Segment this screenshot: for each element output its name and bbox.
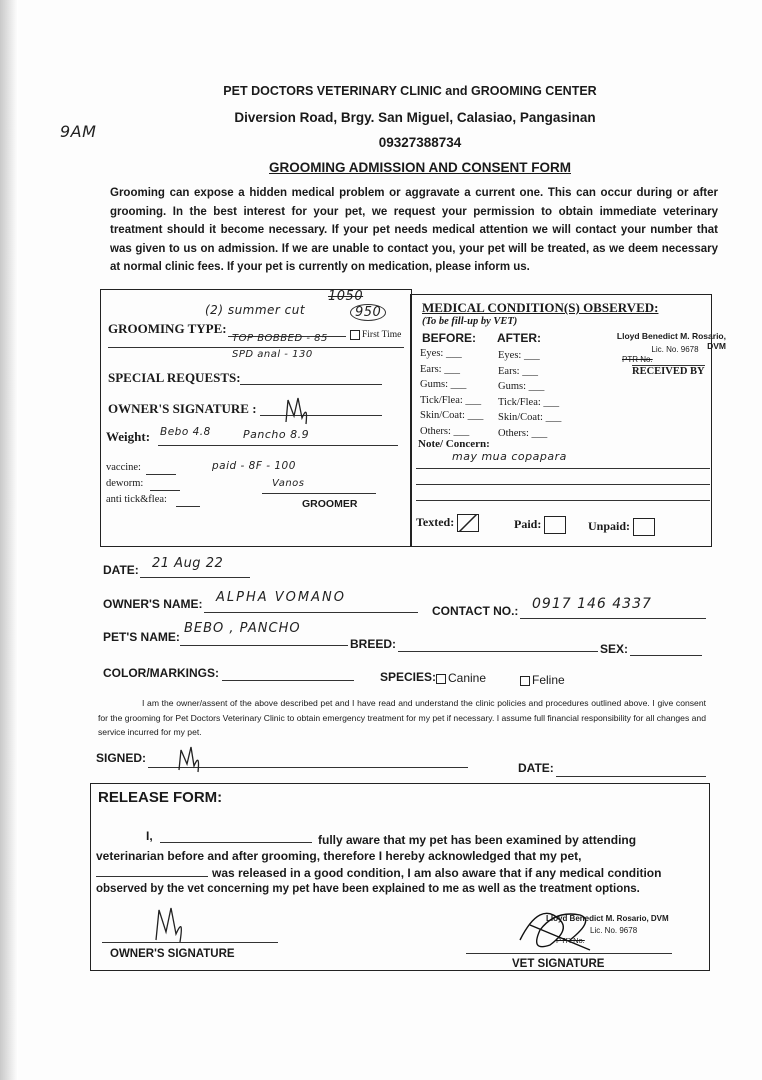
- before-ears: Ears: ___: [420, 363, 460, 375]
- clinic-address: Diversion Road, Brgy. San Miguel, Calasiao, Pangasinan: [234, 110, 596, 125]
- release-line-3: was released in a good condition, I am also aware that if any medical condition: [212, 866, 662, 880]
- pet-name-line: [180, 645, 348, 646]
- note-label: Note/ Concern:: [418, 438, 490, 450]
- sex-label: SEX:: [600, 642, 629, 656]
- before-skin: Skin/Coat: ___: [420, 410, 484, 422]
- after-tick: Tick/Flea: ___: [498, 396, 560, 408]
- canine-option[interactable]: [436, 671, 486, 685]
- vet-stamp-release-ptr: PTR No.: [556, 936, 585, 945]
- payment-note-2: Vanos: [272, 478, 305, 489]
- vet-release-signature: [510, 890, 600, 960]
- note-line-3: [416, 500, 710, 501]
- first-time-checkbox[interactable]: [350, 330, 401, 340]
- vet-stamp-release-name: Lloyd Benedict M. Rosario, DVM: [546, 914, 669, 923]
- owner-release-line: [102, 942, 278, 943]
- price-final: 950: [350, 304, 386, 321]
- antitick-line: [176, 506, 200, 507]
- contact-value: 0917 146 4337: [532, 596, 652, 612]
- before-eyes: Eyes: ___: [420, 348, 462, 359]
- paid-checkbox[interactable]: [544, 516, 566, 534]
- consent-text: I am the owner/assent of the above described pet and I have read and understand the clinic policies and procedures outlined above. I give consent for the grooming for Pet Doctors Veterinary Clinic to obtain emergency treatment for my pet if necessary. I assume full financial responsibility for all changes and service incurred for my pet.: [98, 698, 706, 737]
- release-line-1: fully aware that my pet has been examined by attending: [318, 833, 637, 847]
- form-title: GROOMING ADMISSION AND CONSENT FORM: [269, 160, 571, 175]
- antitick-label: anti tick&flea:: [106, 494, 167, 505]
- owner-signature-caption: OWNER'S SIGNATURE: [110, 948, 235, 960]
- medical-subtitle: (To be fill-up by VET): [422, 316, 518, 327]
- species-label: SPECIES:: [380, 670, 437, 684]
- owner-name-value: ALPHA VOMANO: [216, 590, 346, 605]
- release-pet-line: [96, 876, 208, 877]
- groomer-label: GROOMER: [302, 498, 358, 510]
- payment-note: paid - 8F - 100: [212, 460, 296, 472]
- vet-release-line: [466, 953, 672, 954]
- paper-edge: [0, 0, 18, 1080]
- grooming-type-label: GROOMING TYPE:: [108, 321, 227, 336]
- grooming-type-value: (2) summer cut: [205, 303, 306, 317]
- contact-label: CONTACT NO.:: [432, 604, 519, 618]
- vet-stamp-lic: Lic. No. 9678: [651, 345, 699, 354]
- color-label: COLOR/MARKINGS:: [103, 666, 219, 680]
- texted-option[interactable]: [416, 514, 479, 532]
- paid-label: Paid:: [514, 516, 542, 531]
- feline-label: Feline: [532, 673, 565, 687]
- vaccine-label: vaccine:: [106, 462, 141, 473]
- color-line: [222, 680, 354, 681]
- clinic-name: PET DOCTORS VETERINARY CLINIC and GROOMING CENTER: [223, 84, 597, 98]
- special-requests-label: SPECIAL REQUESTS:: [108, 370, 241, 385]
- paid-option[interactable]: [514, 516, 566, 534]
- weight-line: [158, 445, 398, 446]
- vet-stamp-ptr: PTR No.: [622, 355, 653, 364]
- before-tick: Tick/Flea: ___: [420, 394, 482, 406]
- owner-signature-line: [260, 415, 382, 416]
- breed-label: BREED:: [350, 637, 397, 651]
- signed-label: SIGNED:: [96, 751, 147, 765]
- note-line-2: [416, 484, 710, 485]
- intro-paragraph: Grooming can expose a hidden medical problem or aggravate a current one. This can occur during or after grooming. In the best interest for your pet, we request your permission to obtain immediate veterinary treatment should it become necessary. If your pet needs medical attention we will contact your number that was given to us on admission. If we are unable to contact you, your pet will be treated, as we deem necessary at normal clinic fees. If your pet is currently on medication, please inform us.: [110, 187, 718, 273]
- pet-name-value: BEBO , PANCHO: [184, 621, 301, 636]
- after-conditions: [498, 348, 561, 442]
- release-line-4: observed by the vet concerning my pet have been explained to me as well as the treatment options.: [96, 883, 640, 895]
- margin-time-note: 9AM: [60, 122, 97, 141]
- received-by: RECEIVED BY: [632, 366, 705, 377]
- vet-stamp-name: Lloyd Benedict M. Rosario, DVM: [616, 331, 726, 351]
- before-label: BEFORE:: [422, 331, 476, 345]
- before-others: Others: ___: [420, 425, 470, 437]
- vet-signature-caption: VET SIGNATURE: [512, 958, 605, 970]
- date-line: [140, 577, 250, 578]
- after-eyes: Eyes: ___: [498, 350, 540, 361]
- unpaid-checkbox[interactable]: [633, 518, 655, 536]
- contact-line: [520, 618, 706, 619]
- release-line-2: veterinarian before and after grooming, therefore I hereby acknowledged that my pet,: [96, 849, 582, 863]
- before-conditions: [420, 346, 483, 440]
- medical-title: MEDICAL CONDITION(S) OBSERVED:: [422, 300, 659, 315]
- consent-date-label: DATE:: [518, 761, 554, 775]
- sex-line: [630, 655, 702, 656]
- texted-label: Texted:: [416, 514, 455, 529]
- consent-signature-scribble: [176, 744, 206, 774]
- after-ears: Ears: ___: [498, 365, 538, 377]
- note-line-1: [416, 468, 710, 469]
- grooming-line-2: [108, 347, 404, 348]
- after-label: AFTER:: [497, 331, 541, 345]
- weight-value-pancho: Pancho 8.9: [243, 428, 310, 441]
- after-skin: Skin/Coat: ___: [498, 412, 562, 424]
- owner-release-signature: [152, 904, 192, 944]
- unpaid-label: Unpaid:: [588, 518, 631, 533]
- owner-signature-scribble: [282, 394, 312, 428]
- unpaid-option[interactable]: [588, 518, 655, 536]
- owner-signature-label: OWNER'S SIGNATURE :: [108, 401, 257, 416]
- release-i: I,: [146, 829, 153, 843]
- deworm-label: deworm:: [106, 478, 144, 489]
- clinic-phone: 09327388734: [378, 135, 462, 150]
- feline-option[interactable]: [520, 673, 565, 687]
- grooming-extra-2: SPD anal - 130: [232, 349, 313, 360]
- weight-value-bebo: Bebo 4.8: [160, 426, 211, 438]
- price-original: 1050: [328, 289, 364, 304]
- after-gums: Gums: ___: [498, 381, 545, 393]
- after-others: Others: ___: [498, 427, 548, 439]
- pet-name-label: PET'S NAME:: [103, 630, 180, 644]
- vet-stamp-release-lic: Lic. No. 9678: [590, 926, 638, 935]
- vaccine-line: [146, 474, 176, 475]
- release-title: RELEASE FORM:: [98, 789, 223, 806]
- texted-checkbox[interactable]: [457, 514, 479, 532]
- first-time-label: First Time: [362, 330, 402, 341]
- before-gums: Gums: ___: [420, 379, 467, 391]
- release-name-line: [160, 842, 312, 843]
- consent-date-line: [556, 776, 706, 777]
- canine-label: Canine: [448, 671, 487, 685]
- groomer-line: [262, 493, 376, 494]
- date-value: 21 Aug 22: [152, 556, 224, 571]
- deworm-line: [150, 490, 180, 491]
- owner-name-line: [204, 612, 418, 613]
- grooming-extra-1: TOP BOBBED - 85: [232, 333, 328, 344]
- note-value: may mua copapara: [452, 450, 567, 463]
- weight-label: Weight:: [106, 429, 151, 444]
- owner-name-label: OWNER'S NAME:: [103, 597, 203, 611]
- date-label: DATE:: [103, 563, 139, 577]
- special-requests-line: [240, 384, 382, 385]
- breed-line: [398, 651, 598, 652]
